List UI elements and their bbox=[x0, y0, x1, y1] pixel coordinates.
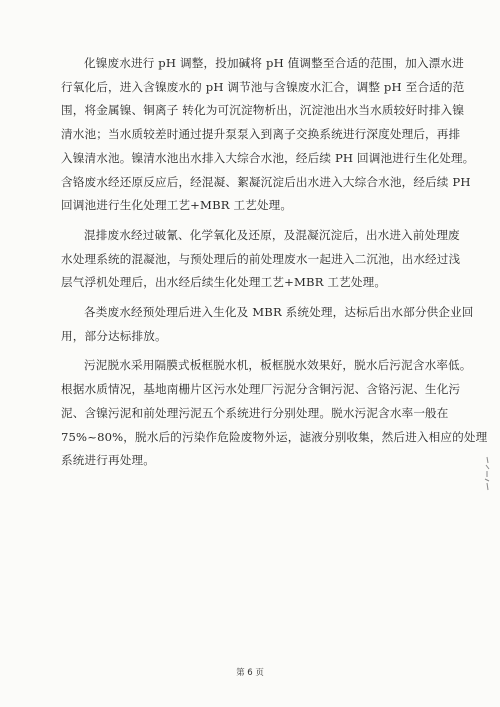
text-line: 根据水质情况，基地南栅片区污水处理厂污泥分含铜污泥、含铬污泥、生化污 bbox=[61, 382, 461, 397]
text-line: 混排废水经过破氰、化学氧化及还原，及混凝沉淀后，出水进入前处理废 bbox=[84, 227, 460, 242]
text-line: 75%~80%，脱水后的污染作危险废物外运，滤液分别收集，然后进入相应的处理 bbox=[61, 429, 488, 444]
text-line: 清水池；当水质较差时通过提升泵泵入到离子交换系统进行深度处理后，再排 bbox=[61, 127, 461, 142]
text-line: 化镍废水进行 pH 调整，投加碱将 pH 值调整至合适的范围，加入漂水进 bbox=[84, 56, 464, 70]
text-line: 含铬废水经还原反应后，经混凝、絮凝沉淀后出水进入大综合水池，经后续 PH bbox=[61, 174, 471, 189]
paragraph-nickel-wastewater bbox=[61, 52, 475, 218]
text-line: 层气浮机处理后，出水经后续生化处理工艺+MBR 工艺处理。 bbox=[61, 275, 387, 290]
text-line: 入镍清水池。镍清水池出水排入大综合水池，经后续 PH 回调池进行生化处理。 bbox=[61, 150, 475, 165]
text-line: 用，部分达标排放。 bbox=[61, 328, 167, 343]
text-line: 各类废水经预处理后进入生化及 MBR 系统处理，达标后出水部分供企业回 bbox=[84, 305, 474, 320]
text-line: 污泥脱水采用隔膜式板框脱水机，板框脱水效果好，脱水后污泥含水率低。 bbox=[84, 358, 472, 373]
paragraph-mixed-wastewater bbox=[61, 224, 461, 295]
text-line: 回调池进行生化处理工艺+MBR 工艺处理。 bbox=[61, 198, 293, 213]
text-line: 泥、含镍污泥和前处理污泥五个系统进行分别处理。脱水污泥含水率一般在 bbox=[61, 405, 449, 420]
text-line: 水处理系统的混凝池，与预处理后的前处理废水一起进入二沉池，出水经过浅 bbox=[61, 251, 461, 266]
text-line: 围，将金属镍、铜离子 转化为可沉淀物析出，沉淀池出水当水质较好时排入镍 bbox=[61, 103, 465, 118]
text-line: 系统进行再处理。 bbox=[61, 453, 155, 468]
text-line: 行氧化后，进入含镍废水的 pH 调节池与含镍废水汇合，调整 pH 至合适的范 bbox=[61, 79, 465, 94]
document-body bbox=[61, 52, 488, 479]
paragraph-mbr-treatment bbox=[61, 301, 474, 348]
margin-mark-icon bbox=[481, 455, 493, 493]
page-number: 第 6 页 bbox=[236, 668, 264, 678]
paragraph-sludge-dewatering bbox=[61, 354, 488, 473]
